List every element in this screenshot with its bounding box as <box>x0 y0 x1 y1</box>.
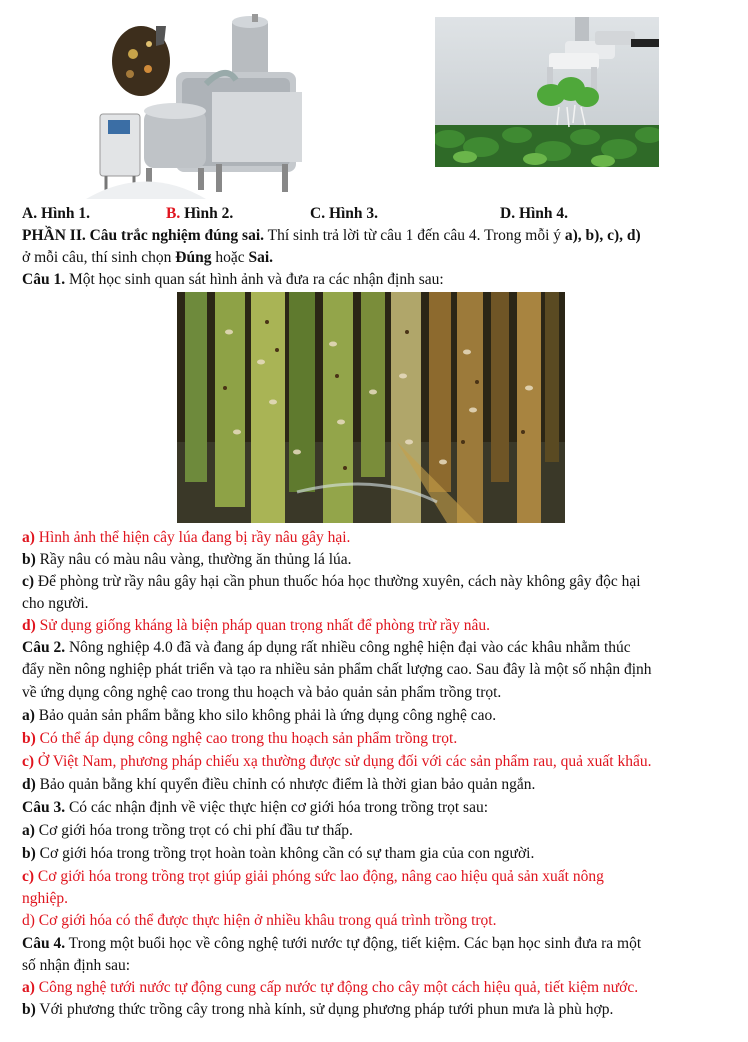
q1-stem <box>22 270 444 290</box>
q4-b-text: Với phương thức trồng cây trong nhà kính, sử dụng phương pháp tưới phun mưa là phù hợp. <box>39 1001 614 1018</box>
q1-text: Một học sinh quan sát hình ảnh và đưa ra các nhận định sau: <box>65 271 444 288</box>
q3-option-d <box>22 911 496 931</box>
q2-a-letter: a) <box>22 707 35 724</box>
q2-b-text: Có thể áp dụng công nghệ cao trong thu hoạch sản phẩm trồng trọt. <box>39 730 458 747</box>
q2-d-letter: d) <box>22 776 36 793</box>
q1-c-text: Để phòng trừ rầy nâu gây hại cần phun thuốc hóa học thường xuyên, cách này không gây độc hại <box>37 573 641 590</box>
part2-sai: Sai. <box>248 249 274 266</box>
q2-option-c <box>22 752 652 772</box>
q1-option-a <box>22 528 350 548</box>
q4-b-letter: b) <box>22 1001 36 1018</box>
q3-option-c <box>22 867 604 887</box>
q2-c-letter: c) <box>22 753 35 770</box>
q1-option-c <box>22 572 641 592</box>
q2-option-b <box>22 729 457 749</box>
q1-d-letter: d) <box>22 617 36 634</box>
q2-option-d <box>22 775 535 795</box>
part2-heading: PHẦN II. Câu trắc nghiệm đúng sai. <box>22 227 264 244</box>
part2-intro: Thí sinh trả lời từ câu 1 đến câu 4. Trong mỗi ý <box>264 227 565 244</box>
q2-label: Câu 2. <box>22 639 66 656</box>
part2-hoac: hoặc <box>211 249 249 266</box>
q3-option-b <box>22 844 534 864</box>
q3-d-text: Cơ giới hóa có thể được thực hiện ở nhiều khâu trong quá trình trồng trọt. <box>38 912 497 929</box>
q3-stem <box>22 798 488 818</box>
q1-d-text: Sử dụng giống kháng là biện pháp quan trọng nhất để phòng trừ rầy nâu. <box>39 617 490 634</box>
q2-d-text: Bảo quản bằng khí quyển điều chỉnh có nhược điểm là thời gian bảo quản ngắn. <box>39 776 536 793</box>
q2-b-letter: b) <box>22 730 36 747</box>
part2-intro-line1 <box>22 226 641 246</box>
answer-choices <box>22 204 569 224</box>
figure-industrial-machine <box>86 14 311 199</box>
q4-stem-line2: số nhận định sau: <box>22 957 131 974</box>
q2-option-a <box>22 706 496 726</box>
choice-b-text: Hình 2. <box>180 205 234 222</box>
q3-b-letter: b) <box>22 845 36 862</box>
q2-stem-line2: đẩy nền nông nghiệp phát triển và tạo ra nhiều sản phẩm chất lượng cao. Sau đây là một số nhận định <box>22 661 652 678</box>
q1-option-c-cont: cho người. <box>22 595 89 612</box>
q3-a-text: Cơ giới hóa trong trồng trọt có chi phí đầu tư thấp. <box>38 822 353 839</box>
q2-a-text: Bảo quản sản phẩm bằng kho silo không phải là ứng dụng công nghệ cao. <box>38 707 497 724</box>
q2-text1: Nông nghiệp 4.0 đã và đang áp dụng rất nhiều công nghệ hiện đại vào các khâu nhằm thúc <box>65 639 631 656</box>
q3-c-text: Cơ giới hóa trong trồng trọt giúp giải phóng sức lao động, nâng cao hiệu quả sản xuất nông <box>37 868 604 885</box>
part2-intro-line2 <box>22 248 273 268</box>
choice-b <box>166 204 233 224</box>
q3-d-letter: d) <box>22 912 35 929</box>
q3-a-letter: a) <box>22 822 35 839</box>
figure-brown-planthopper-rice <box>177 292 565 523</box>
q1-option-b <box>22 550 352 570</box>
q1-option-d <box>22 616 490 636</box>
part2-opts: a), b), c), d) <box>564 227 641 244</box>
q4-a-text: Công nghệ tưới nước tự động cung cấp nước tự động cho cây một cách hiệu quả, tiết kiệm nước. <box>38 979 639 996</box>
q3-c-letter: c) <box>22 868 35 885</box>
figure-robot-harvesting-greens <box>435 17 659 167</box>
choice-b-letter: B. <box>166 205 181 222</box>
choice-a: A. Hình 1. <box>22 205 91 222</box>
q1-label: Câu 1. <box>22 271 66 288</box>
q3-label: Câu 3. <box>22 799 66 816</box>
q4-stem-line1 <box>22 934 641 954</box>
q1-b-letter: b) <box>22 551 36 568</box>
q1-a-letter: a) <box>22 529 35 546</box>
q3-b-text: Cơ giới hóa trong trồng trọt hoàn toàn không cần có sự tham gia của con người. <box>39 845 535 862</box>
q3-option-a <box>22 821 353 841</box>
choice-d: D. Hình 4. <box>500 205 569 222</box>
q2-stem-line1 <box>22 638 631 658</box>
q4-label: Câu 4. <box>22 935 66 952</box>
q4-option-b <box>22 1000 613 1020</box>
q2-c-text: Ở Việt Nam, phương pháp chiếu xạ thường được sử dụng đối với các sản phẩm rau, quả xuất khẩu. <box>37 753 652 770</box>
q4-option-a <box>22 978 638 998</box>
q4-text1: Trong một buổi học về công nghệ tưới nước tự động, tiết kiệm. Các bạn học sinh đưa ra một <box>65 935 642 952</box>
q4-a-letter: a) <box>22 979 35 996</box>
part2-line2-text: ở mỗi câu, thí sinh chọn <box>22 249 176 266</box>
q2-stem-line3: về ứng dụng công nghệ cao trong thu hoạch và bảo quản sản phẩm trồng trọt. <box>22 684 502 701</box>
q1-c-letter: c) <box>22 573 35 590</box>
q3-text: Có các nhận định về việc thực hiện cơ giới hóa trong trồng trọt sau: <box>65 799 489 816</box>
q1-b-text: Rầy nâu có màu nâu vàng, thường ăn thủng lá lúa. <box>39 551 352 568</box>
q3-option-c-cont: nghiệp. <box>22 890 69 907</box>
q1-a-text: Hình ảnh thể hiện cây lúa đang bị rầy nâu gây hại. <box>38 529 351 546</box>
choice-c: C. Hình 3. <box>310 205 379 222</box>
part2-dung: Đúng <box>175 249 212 266</box>
